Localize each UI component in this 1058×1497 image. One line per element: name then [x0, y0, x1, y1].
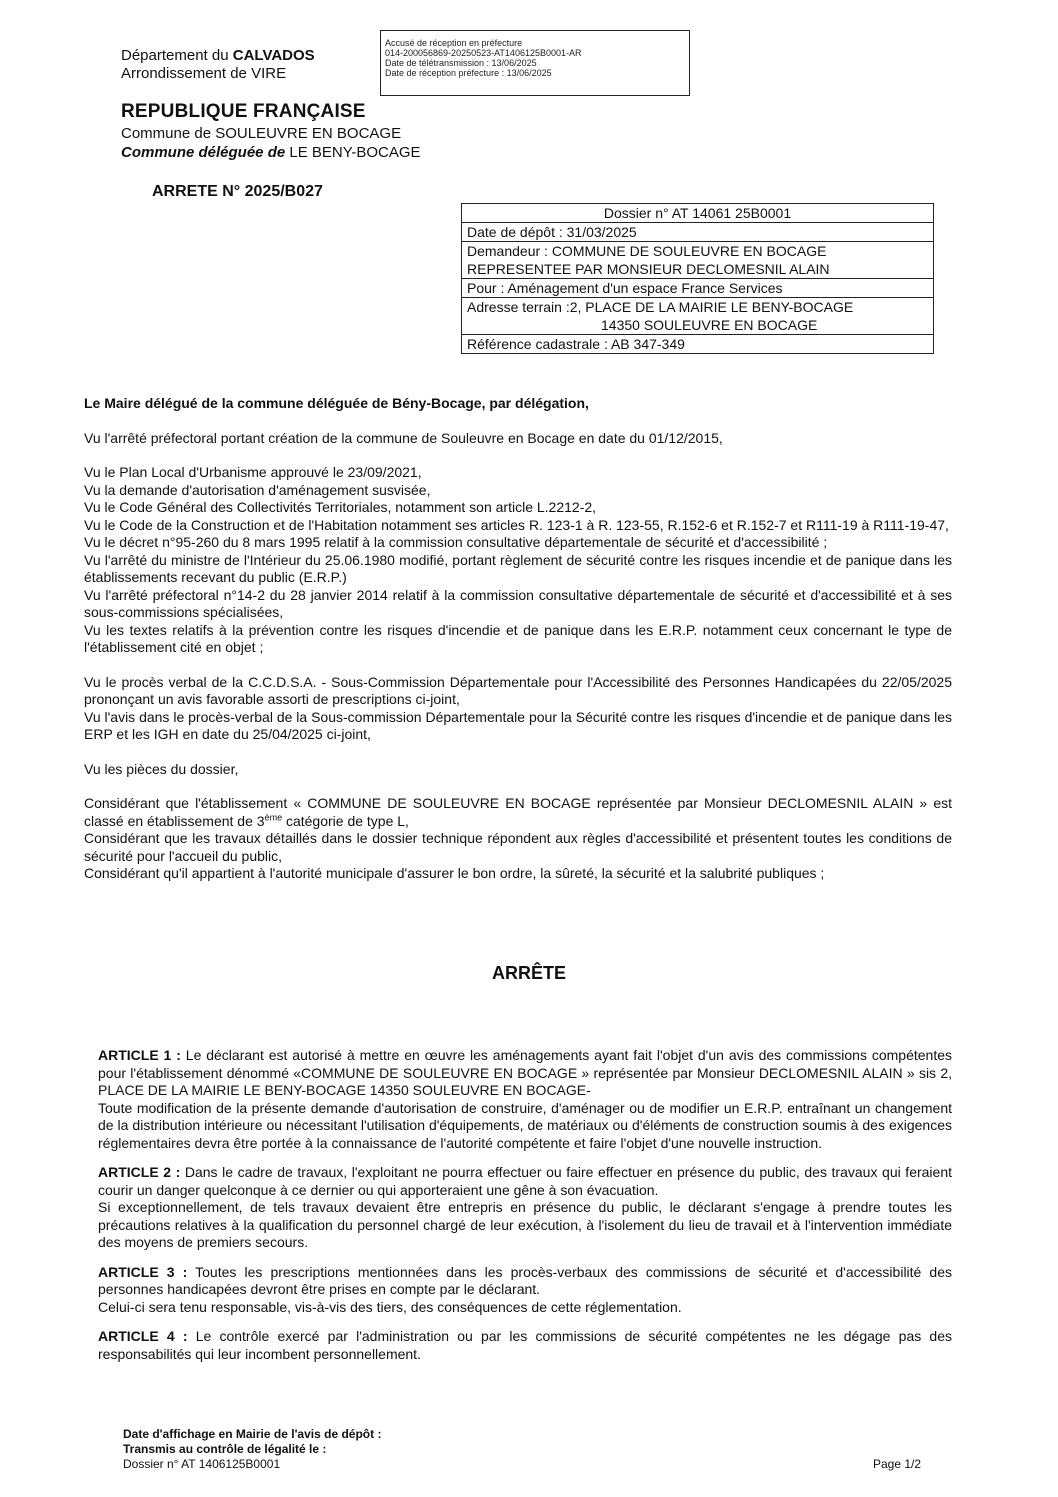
vu-pieces: Vu les pièces du dossier,	[84, 760, 239, 777]
vu-item: Vu le Code de la Construction et de l'Habitation notamment ses articles R. 123-1 à R. 123-55, R.152-6 et R.152-7 et R111-19 à R111-19-47,	[84, 516, 949, 533]
article-1	[98, 1047, 952, 1100]
commune-deleguee	[121, 143, 421, 162]
departement-name: CALVADOS	[232, 47, 315, 64]
considerant-autorite: Considérant qu'il appartient à l'autorité municipale d'assurer le bon ordre, la sûreté, la sécurité et la salubrité publiques ;	[84, 865, 825, 881]
departement-prefix: Département du	[121, 47, 233, 64]
article-1-extra: Toute modification de la présente demande d'autorisation de construire, d'aménager ou de modifier un E.R.P. entraînant un changement de la distribution intérieure ou nécessitant l'utilisation d'équipements, de matériaux ou d'éléments de construction soumis à des exigences réglementaires devra être portée à la connaissance de l'autorité compétente et faire l'objet d'une nouvelle instruction.	[98, 1099, 952, 1151]
stamp-line: Date de réception préfecture : 13/06/2025	[385, 68, 552, 78]
stamp-line: Date de télétransmission : 13/06/2025	[385, 58, 537, 68]
article-text: Toutes les prescriptions mentionnées dans les procès-verbaux des commissions de sécurité et d'accessibilité des personnes handicapées devront être prises en compte par le déclarant.	[98, 1263, 952, 1297]
vu-pv-item: Vu le procès verbal de la C.C.D.S.A. - Sous-Commission Départementale pour l'Accessibilité des Personnes Handicapées du 22/05/2025 prononçant un avis favorable assorti de prescriptions ci-joint,	[84, 673, 952, 707]
stamp-line: Accusé de réception en préfecture	[385, 38, 523, 48]
vu-item: Vu le Code Général des Collectivités Territoriales, notamment son article L.2212-2,	[84, 499, 597, 515]
arrete-number: ARRETE N° 2025/B027	[152, 183, 323, 200]
dossier-reference: Référence cadastrale : AB 347-349	[462, 335, 934, 354]
table-row	[462, 223, 934, 242]
adresse-line: Adresse terrain :2, PLACE DE LA MAIRIE LE BENY-BOCAGE	[467, 299, 854, 315]
considerant-sup: ème	[264, 811, 283, 822]
page-footer	[123, 1427, 381, 1472]
footer-dossier: Dossier n° AT 1406125B0001	[123, 1457, 281, 1471]
considerant-classement	[84, 795, 952, 830]
commune-deleguee-label: Commune déléguée de	[121, 144, 286, 161]
table-row	[462, 204, 934, 223]
article-text: Dans le cadre de travaux, l'exploitant ne pourra effectuer ou faire effectuer en présence du public, des travaux qui feraient courir un danger quelconque à ce dernier ou qui apporteraient une gêne à son évacuation.	[98, 1164, 952, 1198]
article-label: ARTICLE 1 :	[98, 1047, 181, 1063]
table-row	[462, 279, 934, 298]
article-text: Le déclarant est autorisé à mettre en œuvre les aménagements ayant fait l'objet d'un avis des commissions compétentes pour l'établissement dénommé «COMMUNE DE SOULEUVRE EN BOCAGE » représentée par Monsieur DECLOMESNIL ALAIN » sis 2, PLACE DE LA MAIRIE LE BENY-BOCAGE 14350 SOULEUVRE EN BOCAGE-	[98, 1047, 953, 1098]
considerant-text: Considérant que l'établissement « COMMUNE DE SOULEUVRE EN BOCAGE représentée par Monsieur DECLOMESNIL ALAIN » est classé en établissement de 3	[84, 795, 952, 829]
table-row	[462, 242, 934, 279]
article-label: ARTICLE 2 :	[98, 1164, 181, 1180]
dossier-pour: Pour : Aménagement d'un espace France Services	[462, 279, 934, 298]
commune-name: Commune de SOULEUVRE EN BOCAGE	[121, 125, 402, 142]
vu-item: Vu la demande d'autorisation d'aménagement susvisée,	[84, 481, 431, 498]
article-3	[98, 1264, 952, 1299]
vu-item: Vu l'arrêté préfectoral n°14-2 du 28 janvier 2014 relatif à la commission consultative départementale de sécurité et d'accessibilité et à ses sous-commissions spécialisées,	[84, 586, 952, 620]
table-row	[462, 298, 934, 335]
dossier-numero: Dossier n° AT 14061 25B0001	[462, 204, 934, 223]
dossier-adresse	[462, 298, 934, 335]
header-arrondissement: Arrondissement de VIRE	[121, 65, 287, 82]
demandeur-line: REPRESENTEE PAR MONSIEUR DECLOMESNIL ALAIN	[467, 261, 830, 277]
preamble	[84, 395, 952, 883]
article-label: ARTICLE 4 :	[98, 1328, 188, 1344]
article-2	[98, 1164, 952, 1199]
vu-item: Vu le Plan Local d'Urbanisme approuvé le 23/09/2021,	[84, 464, 422, 480]
considerant-text: catégorie de type L,	[282, 812, 409, 829]
dossier-demandeur	[462, 242, 934, 279]
maire-line: Le Maire délégué de la commune déléguée de Bény-Bocage, par délégation,	[84, 395, 589, 411]
article-3-extra: Celui-ci sera tenu responsable, vis-à-vis des tiers, des conséquences de cette réglementation.	[98, 1298, 682, 1315]
vu-pv-item: Vu l'avis dans le procès-verbal de la Sous-commission Départementale pour la Sécurité contre les risques d'incendie et de panique dans les ERP et les IGH en date du 25/04/2025 ci-joint,	[84, 708, 952, 742]
article-label: ARTICLE 3 :	[98, 1263, 188, 1280]
article-text: Le contrôle exercé par l'administration ou par les commissions de sécurité compétentes ne les dégage pas des responsabilités qui leur incombent personnellement.	[98, 1328, 952, 1362]
demandeur-line: Demandeur : COMMUNE DE SOULEUVRE EN BOCAGE	[467, 243, 827, 259]
page-number: Page 1/2	[873, 1457, 922, 1471]
vu-item: Vu l'arrêté du ministre de l'Intérieur du 25.06.1980 modifié, portant règlement de sécurité contre les risques incendie et de panique dans les établissements recevant du public (E.R.P.)	[84, 551, 952, 585]
considerant-travaux: Considérant que les travaux détaillés dans le dossier technique répondent aux règles d'accessibilité et présentent toutes les conditions de sécurité pour l'accueil du public,	[84, 830, 952, 864]
footer-transmis: Transmis au contrôle de légalité le :	[123, 1442, 327, 1456]
vu-item: Vu le décret n°95-260 du 8 mars 1995 relatif à la commission consultative départementale de sécurité et d'accessibilité ;	[84, 534, 828, 550]
dossier-date-depot: Date de dépôt : 31/03/2025	[462, 223, 934, 242]
prefecture-receipt-stamp	[380, 30, 690, 96]
stamp-line: 014-200056869-20250523-AT1406125B0001-AR	[385, 48, 582, 58]
footer-affichage: Date d'affichage en Mairie de l'avis de dépôt :	[123, 1427, 382, 1441]
article-4	[98, 1328, 952, 1363]
table-row	[462, 335, 934, 354]
dossier-table	[461, 203, 934, 354]
article-2-extra: Si exceptionnellement, de tels travaux devaient être entrepris en présence du public, le déclarant s'engage à prendre toutes les précautions relatives à la qualification du personnel chargé de leur exécution, à l'isolement du lieu de travail et à l'intervention immédiate des moyens de premiers secours.	[98, 1199, 952, 1250]
vu-item: Vu les textes relatifs à la prévention contre les risques d'incendie et de panique dans les E.R.P. notamment ceux concernant le type de l'établissement cité en objet ;	[84, 621, 952, 655]
header-departement	[121, 46, 315, 65]
vu-prefectoral: Vu l'arrêté préfectoral portant création de la commune de Souleuvre en Bocage en date du 01/12/2015,	[84, 429, 723, 446]
adresse-line: 14350 SOULEUVRE EN BOCAGE	[601, 317, 818, 333]
arrete-title: ARRÊTE	[491, 963, 566, 983]
commune-deleguee-name: LE BENY-BOCAGE	[285, 144, 421, 161]
articles-section	[98, 1047, 952, 1363]
republique-title: REPUBLIQUE FRANÇAISE	[121, 101, 366, 122]
